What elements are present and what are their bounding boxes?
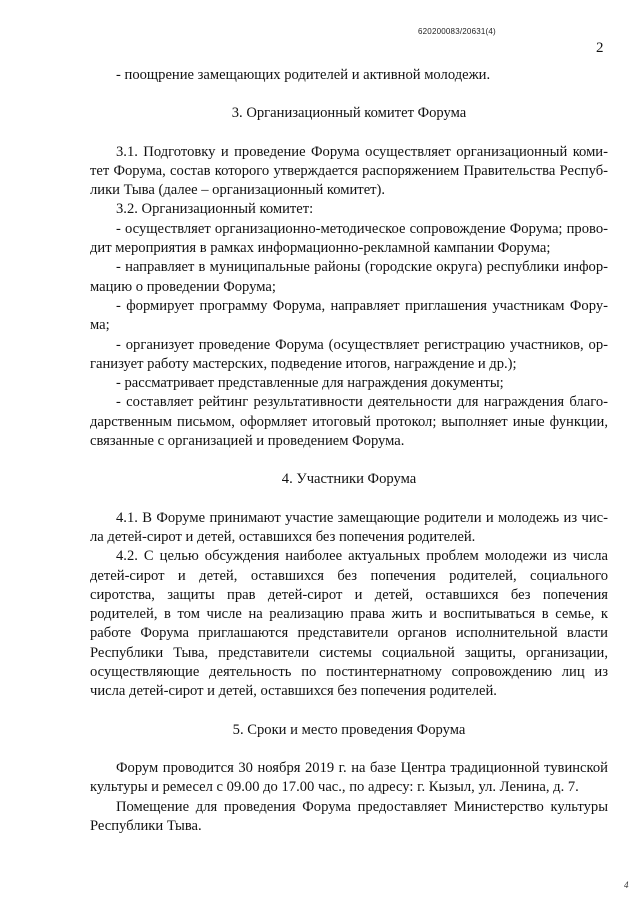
section-heading-4: 4. Участники Форума [281,471,417,488]
document-body [90,66,608,836]
paragraph-5-2: Помещение для проведения Форума предоставляет Министерство культуры Республики Тыва. [90,798,608,834]
paragraph-3-2: 3.2. Организационный комитет: [116,201,314,218]
list-item-3-2-e: - рассматривает представленные для награждения документы; [116,375,504,392]
paragraph-encouragement: - поощрение замещающих родителей и активной молодежи. [116,67,491,83]
page-number: 2 [596,40,604,56]
list-item-3-2-f: - составляет рейтинг результативности деятельности для награждения благодарственным письмом, оформляет итоговый протокол; выполняет иные функции, связанные с организацией и проведением Форума. [90,394,608,450]
margin-handwritten-mark: 4 [624,880,629,890]
document-code: 620200083/20631(4) [418,27,496,36]
section-heading-3: 3. Организационный комитет Форума [231,105,467,122]
paragraph-3-1: 3.1. Подготовку и проведение Форума осуществляет организационный комитет Форума, состав которого утверждается распоряжением Правительства Республики Тыва (далее – организационный комитет). [90,143,608,199]
list-item-3-2-b: - направляет в муниципальные районы (городские округа) республики информацию о проведении Форума; [90,259,608,295]
list-item-3-2-a: - осуществляет организационно-методическое сопровождение Форума; проводит мероприятия в рамках информационно-рекламной кампании Форума; [90,220,608,257]
list-item-3-2-d: - организует проведение Форума (осуществляет регистрацию участников, организует работу мастерских, подведение итогов, награждение и др.); [90,336,608,372]
paragraph-4-2: 4.2. С целью обсуждения наиболее актуальных проблем молодежи из числа детей-сирот и детей, оставшихся без попечения родителей, социального сиротства, защиты прав детей-сирот и детей, оставшихся без попечения родителей, в том числе на реализацию права жить и воспитываться в семье, к работе Форума приглашаются представители органов исполнительной власти Республики Тыва, представители системы социальной защиты, организации, осуществляющие деятельность по постинтернатному сопровождению лиц из числа детей-сирот и детей, оставшихся без попечения родителей. [90,548,608,700]
paragraph-5-1: Форум проводится 30 ноября 2019 г. на базе Центра традиционной тувинской культуры и ремесел с 09.00 до 17.00 час., по адресу: г. Кызыл, ул. Ленина, д. 7. [90,759,608,796]
section-heading-5: 5. Сроки и место проведения Форума [232,721,466,738]
list-item-3-2-c: - формирует программу Форума, направляет приглашения участникам Форума; [90,297,608,334]
paragraph-4-1: 4.1. В Форуме принимают участие замещающие родители и молодежь из числа детей-сирот и детей, оставшихся без попечения родителей. [90,509,608,545]
